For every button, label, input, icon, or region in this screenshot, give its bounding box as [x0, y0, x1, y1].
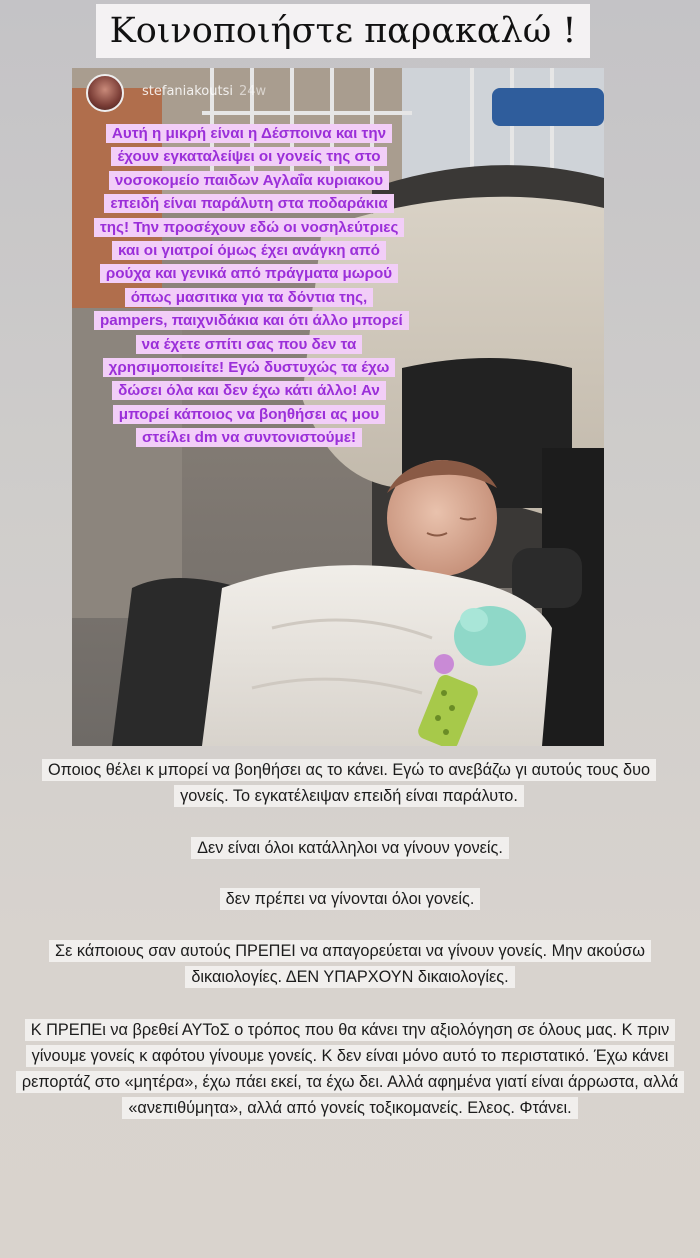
- story-text-block: [94, 122, 404, 450]
- caption-3-text: δεν πρέπει να γίνονται όλοι γονείς.: [220, 888, 481, 910]
- caption-4: [18, 938, 682, 990]
- page-title-text: Κοινοποιήστε παρακαλώ !: [109, 11, 577, 51]
- story-photo: [72, 68, 604, 746]
- caption-1: [28, 757, 670, 809]
- caption-2-text: Δεν είναι όλοι κατάλληλοι να γίνουν γονείς.: [191, 837, 509, 859]
- story-time: 24w: [238, 84, 267, 99]
- avatar[interactable]: [86, 74, 124, 112]
- caption-5-text: Κ ΠΡΕΠΕι να βρεθεί ΑΥΤοΣ ο τρόπος που θα κάνει την αξιολόγηση σε όλους μας. Κ πριν γίνουμε γονείς κ αφότου γίνουμε γονείς. Κ δεν είναι μόνο αυτό το περιστατικό. Έχω κάνει ρεπορτάζ στο «μητέρα», έχω πάει εκεί, τα έχω δει. Αλλά αφημένα γιατί είναι άρρωστα, αλλά «ανεπιθύμητα», αλλά από γονείς τοξικομανείς. Ελεος. Φτάνει.: [16, 1019, 684, 1119]
- story-header: [142, 84, 266, 99]
- page-title: [96, 4, 590, 58]
- caption-5: [14, 1017, 686, 1121]
- caption-1-text: Οποιος θέλει κ μπορεί να βοηθήσει ας το κάνει. Εγώ το ανεβάζω γι αυτούς τους δυο γονείς. Το εγκατέλειψαν επειδή είναι παράλυτο.: [42, 759, 656, 807]
- caption-3: [100, 886, 600, 912]
- caption-4-text: Σε κάποιους σαν αυτούς ΠΡΕΠΕΙ να απαγορεύεται να γίνουν γονείς. Μην ακούσω δικαιολογίες. ΔΕΝ ΥΠΑΡΧΟΥΝ δικαιολογίες.: [49, 940, 651, 988]
- caption-2: [100, 835, 600, 861]
- username[interactable]: stefaniakoutsi: [142, 84, 233, 99]
- story-text: Αυτή η μικρή είναι η Δέσποινα και την έχουν εγκαταλείψει οι γονείς της στο νοσοκομείο παιδων Αγλαΐα κυριακου επειδή είναι παράλυτη στα ποδαράκια της! Την προσέχουν εδώ οι νοσηλεύτριες και οι γιατροί όμως έχει ανάγκη από ρούχα και γενικά από πράγματα μωρού όπως μασιτικα για τα δόντια της, pampers, παιχνιδάκια και ότι άλλο μπορεί να έχετε σπίτι σας που δεν τα χρησιμοποιείτε! Εγώ δυστυχώς τα έχω δώσει όλα και δεν έχω κάτι άλλο! Αν μπορεί κάποιος να βοηθήσει ας μου στείλει dm να συντονιστούμε!: [94, 124, 409, 447]
